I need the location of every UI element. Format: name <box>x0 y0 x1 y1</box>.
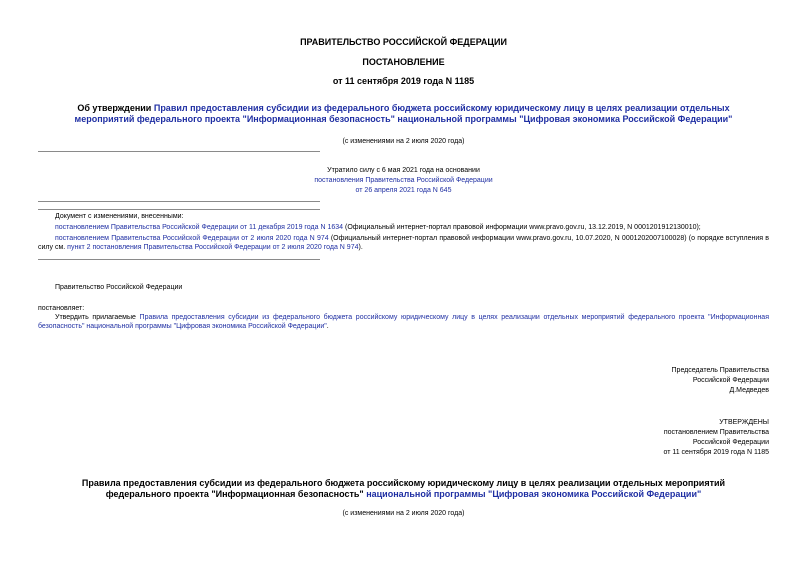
approve-prefix: Утвердить прилагаемые <box>55 314 140 321</box>
title-link[interactable]: Правил предоставления субсидии из федерального бюджета российскому юридическому лицу в целях реализации отдельных мероприятий федерального проекта "Информационная безопасность" национальной программы "Цифровая экономика Российской Федерации" <box>74 103 733 124</box>
document-title <box>60 103 747 125</box>
header-date-number: от 11 сентября 2019 года N 1185 <box>332 76 475 86</box>
expired-link-line1[interactable]: постановления Правительства Российской Федерации <box>314 177 493 184</box>
changes-item-2-text: (Официальный интернет-портал правовой информации www.pravo.gov.ru, 10.07.2020, N 0001202007100028) (о порядке вступления в силу см. <box>38 235 770 251</box>
rules-title-link[interactable]: национальной программы "Цифровая экономика Российской Федерации" <box>366 489 702 499</box>
approved-line-2: постановлением Правительства <box>663 429 769 436</box>
divider <box>38 151 320 152</box>
approved-heading: УТВЕРЖДЕНЫ <box>719 419 769 426</box>
title-prefix: Об утверждении <box>77 103 154 113</box>
resolves-line: постановляет: <box>38 305 85 312</box>
signature-position: Председатель Правительства <box>671 367 769 374</box>
approved-line-3: Российской Федерации <box>692 439 769 446</box>
divider <box>38 201 320 202</box>
signature-country: Российской Федерации <box>692 377 769 384</box>
header-org: ПРАВИТЕЛЬСТВО РОССИЙСКОЙ ФЕДЕРАЦИИ <box>300 37 507 47</box>
expired-link-line2[interactable]: от 26 апреля 2021 года N 645 <box>355 187 452 194</box>
divider <box>38 209 320 210</box>
changes-item-1-link[interactable]: постановлением Правительства Российской Федерации от 11 декабря 2019 года N 1634 <box>55 224 344 231</box>
divider <box>38 259 320 260</box>
revision-note: (с изменениями на 2 июля 2020 года) <box>342 138 465 145</box>
changes-item-2-end: ). <box>358 244 363 251</box>
approve-link[interactable]: Правила предоставления субсидии из федерального бюджета российскому юридическому лицу в целях реализации отдельных мероприятий федерального проекта "Информационная безопасность" национальной программы "Цифровая экономика Российской Федерации" <box>38 314 769 330</box>
changes-item-2-link[interactable]: постановлением Правительства Российской Федерации от 2 июля 2020 года N 974 <box>55 235 329 242</box>
rules-title-text: Правила предоставления субсидии из федерального бюджета российскому юридическому лицу в целях реализации отдельных мероприятий федерального проекта "Информационная безопасность" <box>81 478 726 499</box>
approve-paragraph <box>38 313 769 331</box>
expired-line: Утратило силу с 6 мая 2021 года на основании <box>327 167 480 174</box>
approve-end: . <box>326 323 329 330</box>
changes-item-1-text: (Официальный интернет-портал правовой информации www.pravo.gov.ru, 13.12.2019, N 0001201912130010); <box>343 224 701 231</box>
rules-revision-note: (с изменениями на 2 июля 2020 года) <box>342 510 465 517</box>
header-doc-type: ПОСТАНОВЛЕНИЕ <box>362 57 445 67</box>
changes-item-2-link2[interactable]: пункт 2 постановления Правительства Российской Федерации от 2 июля 2020 года N 974 <box>67 244 359 251</box>
changes-intro: Документ с изменениями, внесенными: <box>55 213 184 220</box>
government-line: Правительство Российской Федерации <box>55 284 183 291</box>
signature-name: Д.Медведев <box>729 387 769 394</box>
changes-item-1 <box>38 223 769 232</box>
changes-item-2 <box>38 234 769 252</box>
approved-line-4: от 11 сентября 2019 года N 1185 <box>663 449 769 456</box>
rules-title <box>55 478 752 500</box>
